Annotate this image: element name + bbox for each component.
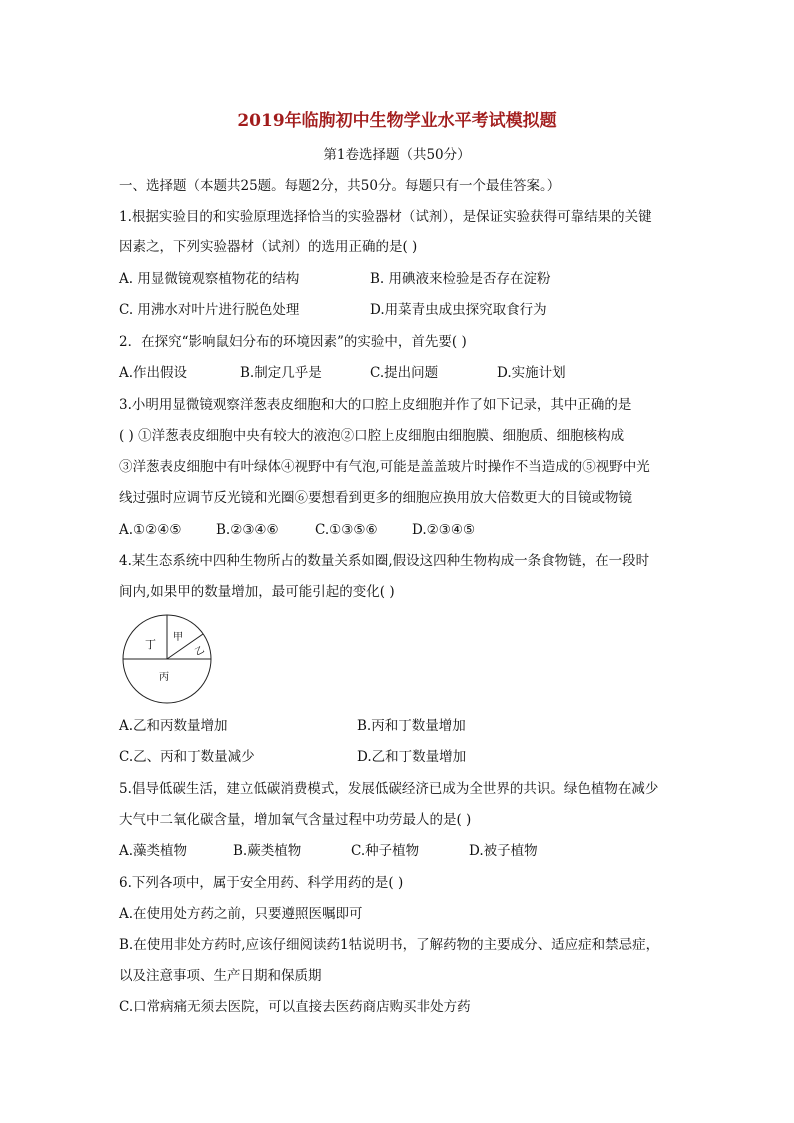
question-5-line-1: 5.倡导低碳生活，建立低碳消费模式，发展低碳经济已成为全世界的共识。绿色植物在减少	[119, 781, 659, 797]
question-1-option-a: A. 用显微镜观察植物花的结构	[119, 271, 300, 287]
question-4-line-2: 间内,如果甲的数量增加，最可能引起的变化( )	[119, 584, 395, 600]
question-3-line-2: ( ) ①洋葱表皮细胞中央有较大的液泡②口腔上皮细胞由细胞膜、细胞质、细胞核构成	[119, 428, 625, 444]
question-2-option-a: A.作出假设	[119, 365, 188, 381]
page-title: 2019年临朐初中生物学业水平考试模拟题	[237, 111, 557, 131]
question-4-option-d: D.乙和丁数量增加	[357, 749, 467, 765]
question-5-option-c: C.种子植物	[351, 843, 420, 859]
question-6-option-b-line-2: 以及注意事项、生产日期和保质期	[119, 968, 322, 984]
pie-label-ding: 丁	[145, 638, 156, 651]
question-4-line-1: 4.某生态系统中四种生物所占的数量关系如圈,假设这四种生物构成一条食物链，在一段时	[119, 553, 650, 569]
question-3-line-4: 线过强时应调节反光镜和光圈⑥要想看到更多的细胞应换用放大倍数更大的目镜或物镜	[119, 490, 632, 506]
question-1-line-1: 1.根据实验目的和实验原理选择恰当的实验器材（试剂），是保证实验获得可靠结果的关键	[119, 209, 652, 225]
question-6-option-b-line-1: B.在使用非处方药时,应该仔细阅读药1牯说明书，了解药物的主要成分、适应症和禁忌症，	[119, 937, 660, 953]
question-3-option-b: B.②③④⑥	[216, 522, 279, 538]
question-5-option-b: B.蕨类植物	[233, 843, 302, 859]
question-4-option-b: B.丙和丁数量增加	[357, 718, 466, 734]
pie-label-yi: 乙	[193, 645, 207, 659]
question-3-line-1: 3.小明用显微镜观察洋葱表皮细胞和大的口腔上皮细胞并作了如下记录，其中正确的是	[119, 397, 632, 413]
question-6-line-1: 6.下列各项中，属于安全用药、科学用药的是( )	[119, 875, 404, 891]
paper-subtitle: 第1卷选择题（共50分）	[323, 147, 471, 163]
question-3-line-3: ③洋葱表皮细胞中有叶绿体④视野中有气泡,可能是盖盖玻片时操作不当造成的⑤视野中光	[119, 459, 650, 475]
question-1-option-d: D.用菜青虫成虫探究取食行为	[370, 302, 547, 318]
question-1-option-c: C. 用沸水对叶片进行脱色处理	[119, 302, 300, 318]
pie-label-jia: 甲	[173, 632, 183, 643]
question-5-option-a: A.藻类植物	[119, 843, 188, 859]
question-1-line-2: 因素之，下列实验器材（试剂）的选用正确的是( )	[119, 239, 418, 255]
question-2-option-c: C.提出问题	[370, 365, 439, 381]
question-6-option-a: A.在使用处方药之前，只要遵照医嘱即可	[119, 906, 363, 922]
question-5-line-2: 大气中二氧化碳含量，增加氧气含量过程中功劳最人的是( )	[119, 812, 472, 828]
question-4-option-c: C.乙、丙和丁数量减少	[119, 749, 255, 765]
question-2-line-1: 2．在探究“影响鼠妇分布的环境因素”的实验中，首先要( )	[119, 334, 467, 350]
question-5-option-d: D.被子植物	[469, 843, 538, 859]
question-2-option-d: D.实施计划	[497, 365, 566, 381]
question-3-option-a: A.①②④⑤	[119, 522, 182, 538]
question-1-option-b: B. 用碘液来检验是否存在淀粉	[370, 271, 551, 287]
question-4-option-a: A.乙和丙数量增加	[119, 718, 228, 734]
question-2-option-b: B.制定几乎是	[240, 365, 322, 381]
question-3-option-c: C.①③⑤⑥	[315, 522, 378, 538]
question-3-option-d: D.②③④⑤	[412, 522, 476, 538]
section-heading: 一、选择题（本题共25题。每题2分，共50分。每题只有一个最佳答案。）	[119, 178, 561, 194]
question-6-option-c: C.口常病痛无须去医院，可以直接去医药商店购买非处方药	[119, 999, 471, 1015]
population-pie-diagram	[119, 614, 219, 704]
pie-label-bing: 丙	[159, 672, 169, 683]
